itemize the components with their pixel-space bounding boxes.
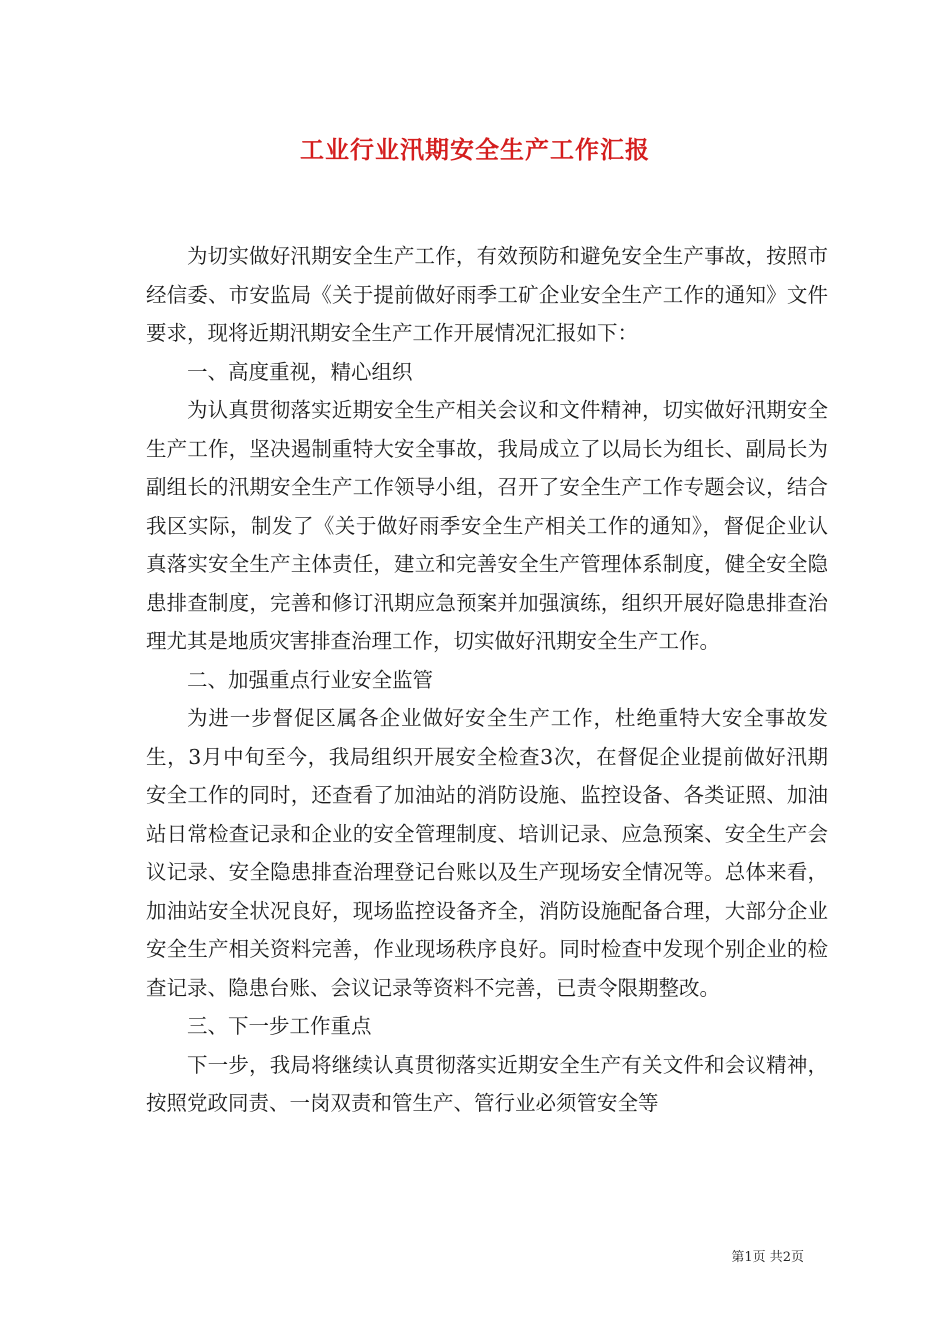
document-body	[146, 237, 828, 1123]
section-paragraph-3: 下一步，我局将继续认真贯彻落实近期安全生产有关文件和会议精神，按照党政同责、一岗双责和管生产、管行业必须管安全等	[146, 1052, 828, 1115]
page-number: 第1页 共2页	[731, 1250, 804, 1265]
section-heading-3: 三、下一步工作重点	[187, 1014, 372, 1038]
section-heading-1: 一、高度重视，精心组织	[187, 359, 413, 384]
section-paragraph-2: 为进一步督促区属各企业做好安全生产工作，杜绝重特大安全事故发生，3月中旬至今，我局组织开展安全检查3次，在督促企业提前做好汛期安全工作的同时，还查看了加油站的消防设施、监控设备、各类证照、加油站日常检查记录和企业的安全管理制度、培训记录、应急预案、安全生产会议记录、安全隐患排查治理登记台账以及生产现场安全情况等。总体来看，加油站安全状况良好，现场监控设备齐全，消防设施配备合理，大部分企业安全生产相关资料完善，作业现场秩序良好。同时检查中发现个别企业的检查记录、隐患台账、会议记录等资料不完善，已责令限期整改。	[146, 706, 828, 1000]
section-paragraph-1: 为认真贯彻落实近期安全生产相关会议和文件精神，切实做好汛期安全生产工作，坚决遏制重特大安全事故，我局成立了以局长为组长、副局长为副组长的汛期安全生产工作领导小组，召开了安全生产工作专题会议，结合我区实际，制发了《关于做好雨季安全生产相关工作的通知》，督促企业认真落实安全生产主体责任，建立和完善安全生产管理体系制度，健全安全隐患排查制度，完善和修订汛期应急预案并加强演练，组织开展好隐患排查治理尤其是地质灾害排查治理工作，切实做好汛期安全生产工作。	[146, 398, 828, 653]
intro-paragraph: 为切实做好汛期安全生产工作，有效预防和避免安全生产事故，按照市经信委、市安监局《关于提前做好雨季工矿企业安全生产工作的通知》文件要求，现将近期汛期安全生产工作开展情况汇报如下：	[146, 244, 828, 345]
document-title: 工业行业汛期安全生产工作汇报	[300, 135, 650, 164]
section-heading-2: 二、加强重点行业安全监管	[187, 667, 433, 692]
